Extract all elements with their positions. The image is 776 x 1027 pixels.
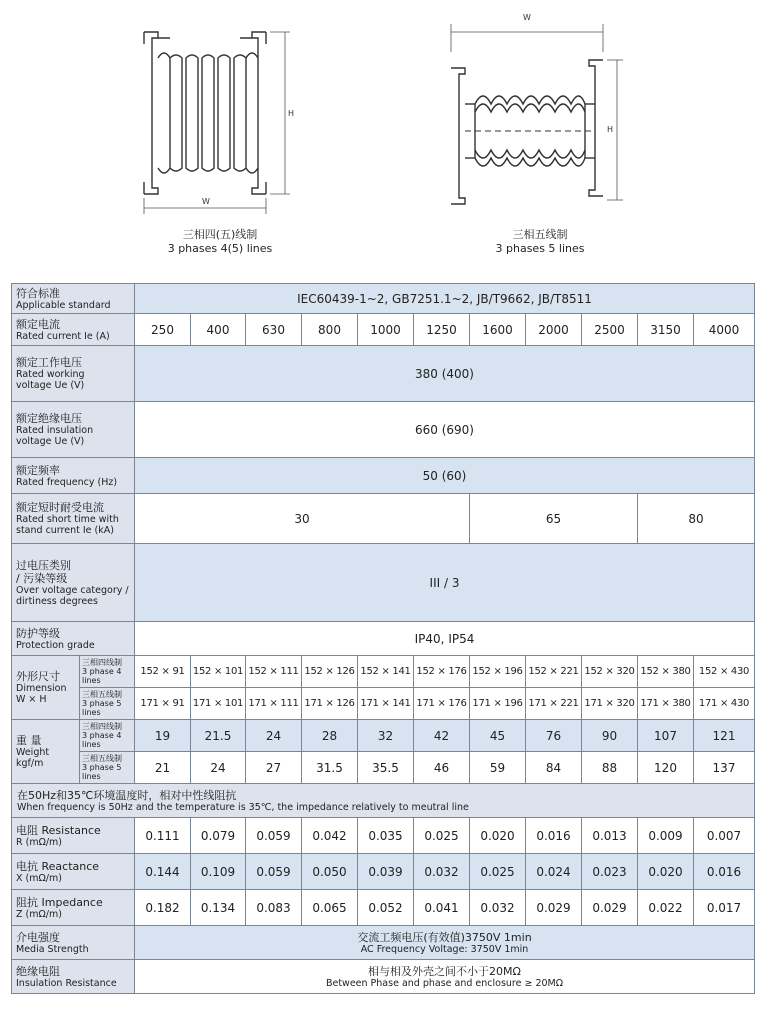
dimension-cell: 171 × 176 (414, 688, 470, 720)
resistance-cell: 0.079 (191, 818, 246, 854)
impedance-label: 阻抗 Impedance Z (mΩ/m) (12, 890, 135, 926)
insulation-voltage-label: 额定绝缘电压 Rated insulation voltage Ue (V) (12, 402, 135, 458)
dimension-cell: 152 × 430 (694, 656, 755, 688)
resistance-cell: 0.025 (414, 818, 470, 854)
weight-cell: 59 (470, 752, 526, 784)
standard-label: 符合标准 Applicable standard (12, 284, 135, 314)
reactance-cell: 0.059 (246, 854, 302, 890)
svg-text:H: H (607, 125, 614, 134)
row-weight-4 (12, 720, 755, 752)
reactance-label: 电抗 Reactance X (mΩ/m) (12, 854, 135, 890)
row-short-time-current (12, 494, 755, 544)
dimension-cell: 152 × 141 (358, 656, 414, 688)
insulation-voltage-value: 660 (690) (135, 402, 755, 458)
weight-cell: 24 (191, 752, 246, 784)
dimension-cell: 152 × 221 (526, 656, 582, 688)
rated-current-cell: 2500 (582, 314, 638, 346)
dimension-cell: 171 × 126 (302, 688, 358, 720)
busbar-4-5-lines-drawing (130, 18, 300, 218)
row-resistance (12, 818, 755, 854)
weight-cell: 76 (526, 720, 582, 752)
rated-current-cell: 630 (246, 314, 302, 346)
row-impedance (12, 890, 755, 926)
resistance-cell: 0.007 (694, 818, 755, 854)
reactance-cell: 0.023 (582, 854, 638, 890)
rated-current-cell: 400 (191, 314, 246, 346)
dimension-cell: 152 × 320 (582, 656, 638, 688)
reactance-cell: 0.020 (638, 854, 694, 890)
impedance-cell: 0.041 (414, 890, 470, 926)
weight-cell: 107 (638, 720, 694, 752)
weight-cell: 24 (246, 720, 302, 752)
left-caption-zh: 三相四(五)线制 (182, 228, 258, 241)
dimension-cell: 171 × 141 (358, 688, 414, 720)
rated-current-cell: 250 (135, 314, 191, 346)
dimension-cell: 171 × 380 (638, 688, 694, 720)
short-time-value-3: 80 (638, 494, 755, 544)
impedance-cell: 0.065 (302, 890, 358, 926)
busbar-cross-section-left (130, 18, 300, 218)
impedance-cell: 0.032 (470, 890, 526, 926)
overvoltage-value: III / 3 (135, 544, 755, 622)
dimension-cell: 171 × 320 (582, 688, 638, 720)
resistance-cell: 0.042 (302, 818, 358, 854)
impedance-cell: 0.182 (135, 890, 191, 926)
overvoltage-label: 过电压类别 / 污染等级 Over voltage category / dirtiness degrees (12, 544, 135, 622)
dimension-cell: 152 × 111 (246, 656, 302, 688)
dimension-cell: 171 × 430 (694, 688, 755, 720)
resistance-cell: 0.059 (246, 818, 302, 854)
impedance-cell: 0.022 (638, 890, 694, 926)
dimension-cell: 171 × 196 (470, 688, 526, 720)
frequency-value: 50 (60) (135, 458, 755, 494)
weight-cell: 84 (526, 752, 582, 784)
reactance-cell: 0.024 (526, 854, 582, 890)
rated-current-cell: 800 (302, 314, 358, 346)
weight-cell: 46 (414, 752, 470, 784)
rated-current-cell: 1250 (414, 314, 470, 346)
dimension-cell: 171 × 101 (191, 688, 246, 720)
row-frequency (12, 458, 755, 494)
weight-cell: 35.5 (358, 752, 414, 784)
reactance-cell: 0.109 (191, 854, 246, 890)
weight-cell: 90 (582, 720, 638, 752)
dimension-cell: 152 × 126 (302, 656, 358, 688)
specification-table (11, 283, 755, 994)
impedance-cell: 0.134 (191, 890, 246, 926)
reactance-cell: 0.016 (694, 854, 755, 890)
short-time-value-1: 30 (135, 494, 470, 544)
row-overvoltage (12, 544, 755, 622)
impedance-cell: 0.017 (694, 890, 755, 926)
resistance-cell: 0.111 (135, 818, 191, 854)
protection-label: 防护等级 Protection grade (12, 622, 135, 656)
working-voltage-value: 380 (400) (135, 346, 755, 402)
row-dimension-5 (12, 688, 755, 720)
weight-sub-4: 三相四线制 3 phase 4 lines (80, 720, 135, 752)
weight-cell: 121 (694, 720, 755, 752)
resistance-cell: 0.035 (358, 818, 414, 854)
right-figure-caption (470, 228, 610, 256)
svg-text:W: W (202, 197, 210, 206)
resistance-cell: 0.016 (526, 818, 582, 854)
working-voltage-label: 额定工作电压 Rated working voltage Ue (V) (12, 346, 135, 402)
rated-current-cell: 1000 (358, 314, 414, 346)
row-working-voltage (12, 346, 755, 402)
weight-cell: 27 (246, 752, 302, 784)
right-caption-zh: 三相五线制 (512, 228, 568, 241)
weight-cell: 32 (358, 720, 414, 752)
dimension-cell: 152 × 380 (638, 656, 694, 688)
reactance-cell: 0.039 (358, 854, 414, 890)
standard-value: IEC60439-1~2, GB7251.1~2, JB/T9662, JB/T8511 (135, 284, 755, 314)
dimension-sub-4: 三相四线制 3 phase 4 lines (80, 656, 135, 688)
weight-cell: 21 (135, 752, 191, 784)
resistance-cell: 0.013 (582, 818, 638, 854)
weight-cell: 28 (302, 720, 358, 752)
impedance-cell: 0.029 (526, 890, 582, 926)
reactance-cell: 0.032 (414, 854, 470, 890)
weight-cell: 45 (470, 720, 526, 752)
rated-current-label: 额定电流 Rated current Ie (A) (12, 314, 135, 346)
reactance-cell: 0.144 (135, 854, 191, 890)
dimension-cell: 171 × 221 (526, 688, 582, 720)
svg-text:H: H (288, 109, 295, 118)
rated-current-cell: 2000 (526, 314, 582, 346)
svg-text:W: W (523, 13, 531, 22)
dimension-cell: 152 × 196 (470, 656, 526, 688)
impedance-cell: 0.052 (358, 890, 414, 926)
weight-cell: 21.5 (191, 720, 246, 752)
dimension-cell: 152 × 91 (135, 656, 191, 688)
row-protection (12, 622, 755, 656)
resistance-cell: 0.020 (470, 818, 526, 854)
weight-sub-5: 三相五线制 3 phase 5 lines (80, 752, 135, 784)
insulation-resistance-label: 绝缘电阻 Insulation Resistance (12, 960, 135, 994)
media-strength-label: 介电强度 Media Strength (12, 926, 135, 960)
dimension-cell: 171 × 111 (246, 688, 302, 720)
short-time-label: 额定短时耐受电流 Rated short time with stand current Ie (kA) (12, 494, 135, 544)
dimension-cell: 152 × 176 (414, 656, 470, 688)
weight-cell: 19 (135, 720, 191, 752)
reactance-cell: 0.050 (302, 854, 358, 890)
protection-value: IP40, IP54 (135, 622, 755, 656)
short-time-value-2: 65 (470, 494, 638, 544)
row-weight-5 (12, 752, 755, 784)
dimension-cell: 171 × 91 (135, 688, 191, 720)
weight-cell: 137 (694, 752, 755, 784)
busbar-cross-section-right (445, 8, 630, 213)
weight-label: 重 量 Weight kgf/m (12, 720, 80, 784)
impedance-note: 在50Hz和35℃环境温度时，相对中性线阻抗 When frequency is 50Hz and the temperature is 35℃, the impedance relatively to meutral line (12, 784, 755, 818)
busbar-5-lines-drawing (445, 8, 630, 213)
row-insulation-voltage (12, 402, 755, 458)
row-dimension-4 (12, 656, 755, 688)
row-standard (12, 284, 755, 314)
weight-cell: 120 (638, 752, 694, 784)
row-rated-current (12, 314, 755, 346)
rated-current-cell: 3150 (638, 314, 694, 346)
dimension-cell: 152 × 101 (191, 656, 246, 688)
row-impedance-note (12, 784, 755, 818)
rated-current-cell: 1600 (470, 314, 526, 346)
row-reactance (12, 854, 755, 890)
insulation-resistance-value: 相与相及外壳之间不小于20MΩ Between Phase and phase and enclosure ≥ 20MΩ (135, 960, 755, 994)
row-insulation-resistance (12, 960, 755, 994)
right-caption-en: 3 phases 5 lines (495, 242, 585, 255)
weight-cell: 42 (414, 720, 470, 752)
rated-current-cell: 4000 (694, 314, 755, 346)
dimension-label: 外形尺寸 Dimension W × H (12, 656, 80, 720)
resistance-label: 电阻 Resistance R (mΩ/m) (12, 818, 135, 854)
reactance-cell: 0.025 (470, 854, 526, 890)
left-caption-en: 3 phases 4(5) lines (167, 242, 273, 255)
left-figure-caption (145, 228, 295, 256)
row-media-strength (12, 926, 755, 960)
weight-cell: 31.5 (302, 752, 358, 784)
impedance-cell: 0.083 (246, 890, 302, 926)
weight-cell: 88 (582, 752, 638, 784)
dimension-sub-5: 三相五线制 3 phase 5 lines (80, 688, 135, 720)
resistance-cell: 0.009 (638, 818, 694, 854)
frequency-label: 额定频率 Rated frequency (Hz) (12, 458, 135, 494)
impedance-cell: 0.029 (582, 890, 638, 926)
media-strength-value: 交流工频电压(有效值)3750V 1min AC Frequency Voltage: 3750V 1min (135, 926, 755, 960)
